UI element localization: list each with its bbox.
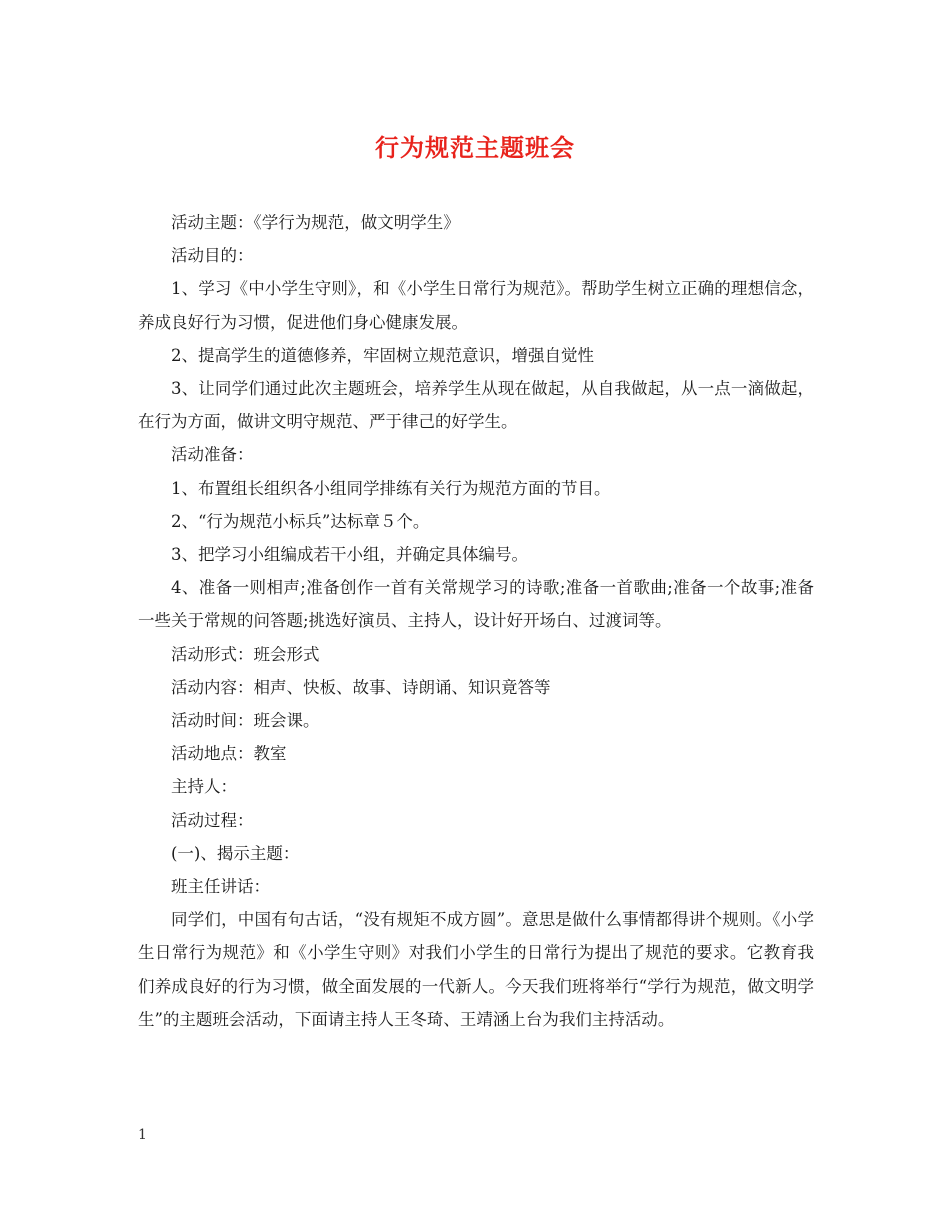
paragraph-teacher-speech: 同学们，中国有句古话，“没有规矩不成方圆”。意思是做什么事情都得讲个规则。《小学生日常行为规范》和《小学生守则》对我们小学生的日常行为提出了规范的要求。它教育我们养成良好的行为习惯，做全面发展的一代新人。今天我们班将举行“学行为规范，做文明学生”的主题班会活动，下面请主持人王冬琦、王靖涵上台为我们主持活动。 [138, 910, 814, 1029]
paragraph-host: 主持人： [171, 777, 237, 797]
paragraph-purpose-2: 2、提高学生的道德修养，牢固树立规范意识，增强自觉性 [171, 345, 594, 365]
paragraph-preparation-1: 1、布置组长组织各小组同学排练有关行为规范方面的节目。 [171, 478, 611, 498]
paragraph-preparation-2: 2、“行为规范小标兵”达标章５个。 [171, 511, 430, 531]
paragraph-preparation-4: 4、准备一则相声;准备创作一首有关常规学习的诗歌;准备一首歌曲;准备一个故事;准备一些关于常规的问答题;挑选好演员、主持人，设计好开场白、过渡词等。 [138, 578, 814, 631]
document-title: 行为规范主题班会 [375, 134, 575, 162]
paragraph-preparation-heading: 活动准备： [171, 445, 254, 465]
paragraph-activity-purpose-heading: 活动目的： [171, 246, 254, 266]
paragraph-activity-form: 活动形式：班会形式 [171, 644, 320, 664]
paragraph-purpose-3: 3、让同学们通过此次主题班会，培养学生从现在做起，从自我做起，从一点一滴做起，在行为方面，做讲文明守规范、严于律己的好学生。 [138, 379, 814, 432]
paragraph-reveal-theme: (一)、揭示主题： [171, 843, 300, 863]
paragraph-purpose-1: 1、学习《中小学生守则》，和《小学生日常行为规范》。帮助学生树立正确的理想信念，养成良好行为习惯，促进他们身心健康发展。 [138, 279, 814, 332]
page-number: 1 [138, 1127, 147, 1143]
document-body [138, 206, 814, 1036]
paragraph-activity-theme: 活动主题：《学行为规范，做文明学生》 [171, 213, 460, 232]
paragraph-preparation-3: 3、把学习小组编成若干小组，并确定具体编号。 [171, 545, 528, 565]
paragraph-activity-location: 活动地点：教室 [171, 744, 287, 764]
paragraph-activity-time: 活动时间：班会课。 [171, 711, 320, 731]
paragraph-process-heading: 活动过程： [171, 810, 254, 830]
paragraph-activity-content: 活动内容：相声、快板、故事、诗朗诵、知识竟答等 [171, 677, 551, 697]
paragraph-teacher-speech-heading: 班主任讲话： [171, 877, 270, 897]
